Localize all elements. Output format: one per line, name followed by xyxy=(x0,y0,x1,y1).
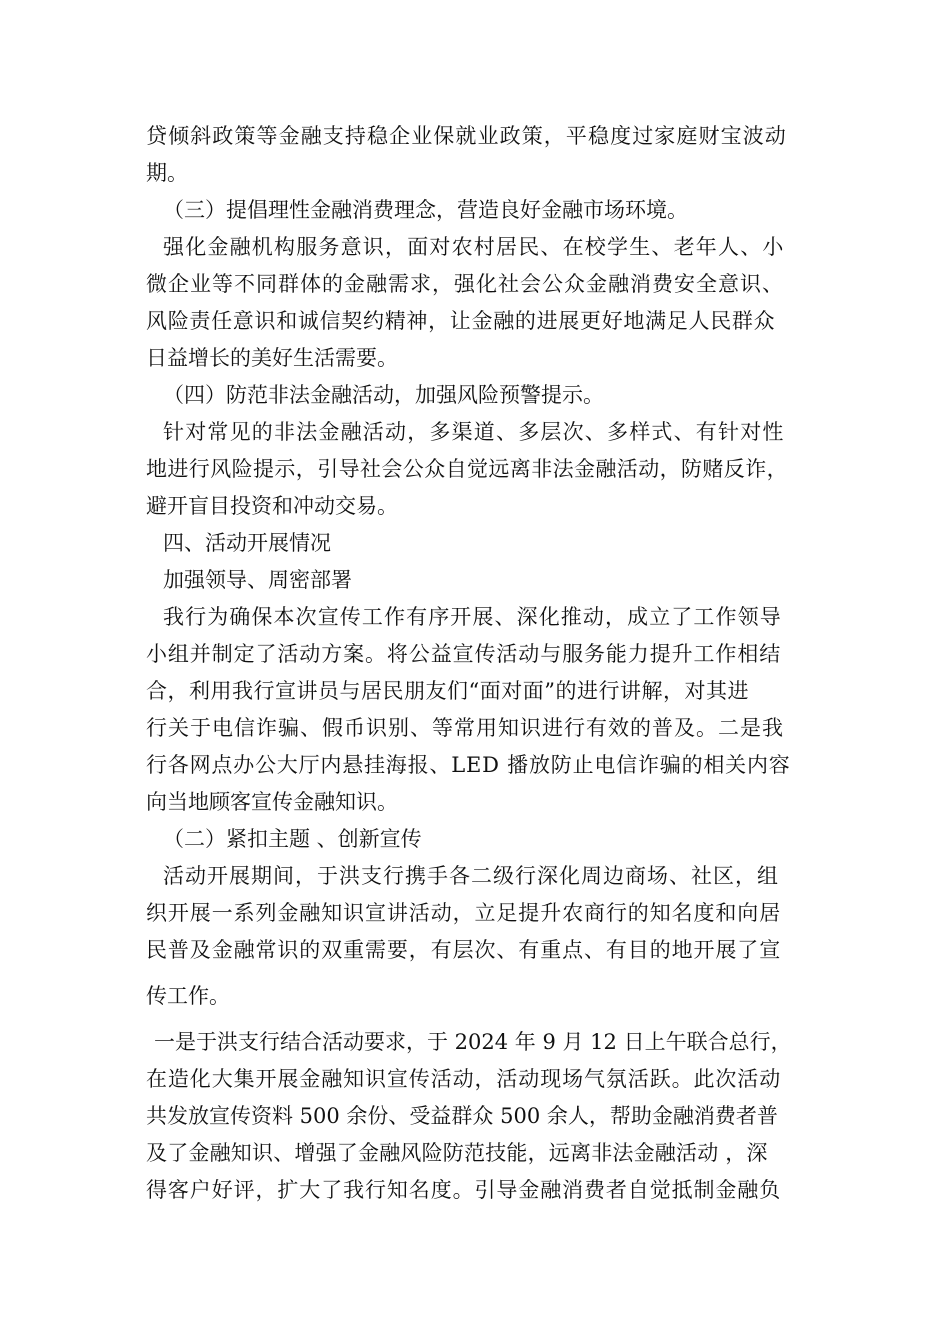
text-line: 针对常见的非法金融活动，多渠道、多层次、多样式、有针对性 xyxy=(163,420,785,444)
text-line: 期。 xyxy=(146,161,188,185)
text-line: 日益增长的美好生活需要。 xyxy=(146,346,398,370)
text-line: 微企业等不同群体的金融需求，强化社会公众金融消费安全意识、 xyxy=(146,272,784,296)
text-line: 避开盲目投资和冲动交易。 xyxy=(146,494,398,518)
section-heading: （三）提倡理性金融消费理念，营造良好金融市场环境。 xyxy=(163,198,688,222)
text-line: 贷倾斜政策等金融支持稳企业保就业政策，平稳度过家庭财宝波动 xyxy=(146,124,787,148)
section-heading: 四、活动开展情况 xyxy=(163,531,331,555)
text-line: 强化金融机构服务意识，面对农村居民、在校学生、老年人、小 xyxy=(163,235,785,259)
text-line: 共发放宣传资料 500 余份、受益群众 500 余人，帮助金融消费者普 xyxy=(146,1104,778,1128)
document-body xyxy=(146,118,826,1209)
text-line: 织开展一系列金融知识宣讲活动，立足提升农商行的知名度和向居 xyxy=(146,901,782,925)
text-line: 传工作。 xyxy=(146,984,230,1008)
text-line: 我行为确保本次宣传工作有序开展、深化推动，成立了工作领导 xyxy=(163,605,782,629)
text-line: 行关于电信诈骗、假币识别、等常用知识进行有效的普及。二是我 xyxy=(146,716,784,740)
text-line: 一是于洪支行结合活动要求，于 2024 年 9 月 12 日上午联合总行， xyxy=(154,1030,792,1054)
text-line: 民普及金融常识的双重需要，有层次、有重点、有目的地开展了宣 xyxy=(146,938,782,962)
text-line: 合，利用我行宣讲员与居民朋友们“面对面”的进行讲解，对其进 xyxy=(146,679,749,703)
text-line: 小组并制定了活动方案。将公益宣传活动与服务能力提升工作相结 xyxy=(146,642,782,666)
subsection-heading: 加强领导、周密部署 xyxy=(163,568,352,592)
text-line: 得客户好评，扩大了我行知名度。引导金融消费者自觉抵制金融负 xyxy=(146,1178,782,1202)
text-line: 及了金融知识、增强了金融风险防范技能，远离非法金融活动 ，深 xyxy=(146,1141,768,1165)
text-line: 风险责任意识和诚信契约精神，让金融的进展更好地满足人民群众 xyxy=(146,309,776,333)
text-line: 行各网点办公大厅内悬挂海报、LED 播放防止电信诈骗的相关内容 xyxy=(146,753,791,777)
text-line: 在造化大集开展金融知识宣传活动，活动现场气氛活跃。此次活动 xyxy=(146,1067,782,1091)
text-line: 活动开展期间，于洪支行携手各二级行深化周边商场、社区，组 xyxy=(163,864,779,888)
text-line: 地进行风险提示，引导社会公众自觉远离非法金融活动，防赌反诈， xyxy=(146,457,788,481)
text-line: 向当地顾客宣传金融知识。 xyxy=(146,790,398,814)
section-heading: （二）紧扣主题 、创新宣传 xyxy=(163,827,422,851)
section-heading: （四）防范非法金融活动，加强风险预警提示。 xyxy=(163,383,604,407)
